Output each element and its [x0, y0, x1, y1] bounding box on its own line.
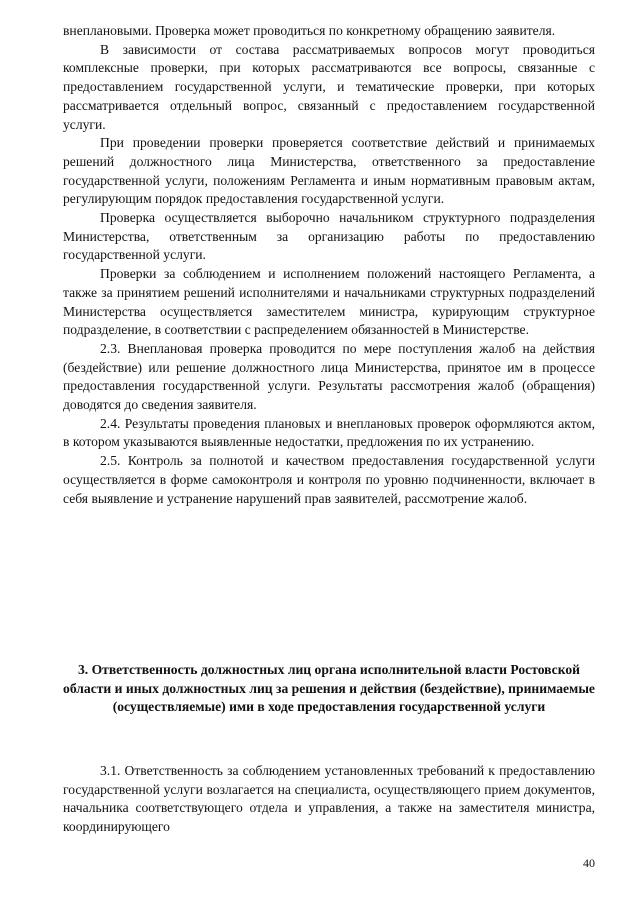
paragraph: Проверки за соблюдением и исполнением положений настоящего Регламента, а также за принятием решений исполнителями и начальниками структурных подразделений Министерства осуществляется заместителем министра, курирующим структурное подразделение, в соответствии с распределением обязанностей в Министерстве.: [63, 266, 595, 338]
section-heading: 3. Ответственность должностных лиц органа исполнительной власти Ростовской области и иных должностных лиц за решения и действия (бездействие), принимаемые (осуществляемые) ими в ходе предоставления государственной услуги: [63, 662, 595, 715]
page-number: 40: [583, 856, 595, 870]
paragraph: В зависимости от состава рассматриваемых вопросов могут проводиться комплексные проверки, при которых рассматриваются все вопросы, связанные с предоставлением государственной услуги, и тематические проверки, при которых рассматривается отдельный вопрос, связанный с предоставлением государственной услуги.: [63, 41, 595, 132]
paragraph: внеплановыми. Проверка может проводиться по конкретному обращению заявителя.: [63, 23, 556, 38]
paragraph: 2.3. Внеплановая проверка проводится по мере поступления жалоб на действия (бездействие) или решение должностного лица Министерства, принятое им в процессе предоставления государственной услуги. Результаты рассмотрения жалоб (обращения) доводятся до сведения заявителя.: [63, 340, 595, 413]
paragraph: При проведении проверки проверяется соответствие действий и принимаемых решений должностного лица Министерства, ответственного за предоставление государственной услуги, положениям Регламента и иным нормативным правовым актам, регулирующим порядок предоставления государственной услуги.: [63, 135, 595, 207]
body-text: [63, 22, 595, 508]
paragraph: 2.5. Контроль за полнотой и качеством предоставления государственной услуги осуществляется в форме самоконтроля и контроля по уровню подчиненности, включает в себя выявление и устранение нарушений прав заявителей, рассмотрение жалоб.: [63, 453, 595, 506]
paragraph: Проверка осуществляется выборочно начальником структурного подразделения Министерства, ответственным за организацию работы по предоставлению государственной услуги.: [63, 210, 595, 263]
section-body: [63, 762, 595, 837]
paragraph: 2.4. Результаты проведения плановых и внеплановых проверок оформляются актом, в котором указываются выявленные недостатки, предложения по их устранению.: [63, 415, 595, 450]
paragraph: 3.1. Ответственность за соблюдением установленных требований к предоставлению государственной услуги возлагается на специалиста, осуществляющего прием документов, начальника соответствующего отдела и управления, а также на заместителя министра, координирующего: [63, 763, 595, 835]
